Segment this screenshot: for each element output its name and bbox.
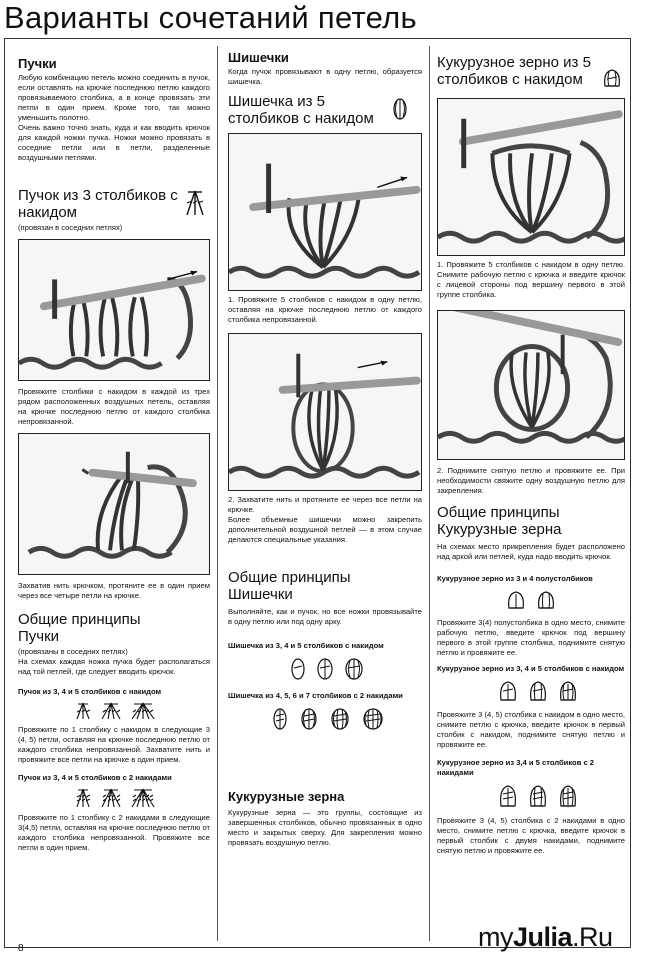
- page-number: 8: [18, 943, 24, 954]
- bobble-5dc-icon: [344, 657, 364, 681]
- figure-caption: 1. Провяжите 5 столбиков с накидом в одну петлю. Снимите рабочую петлю с крючка и введите крючок с лицевой стороны под вершину первого в этой группе столбика.: [437, 260, 625, 299]
- subsection-heading: Шишечка из 5 столбиков с накидом: [228, 93, 374, 127]
- paragraph: Провяжите 3 (4, 5) столбика с 2 накидами в одно место, снимите петлю с крючка, введите крючок в первый столбик с двумя накидами, поднимите снятую петлю и провяжите ее.: [437, 816, 625, 855]
- paragraph: Более объемные шишечки можно закрепить дополнительной воздушной петлей — в этом случае делаются специальные указания.: [228, 515, 422, 544]
- figure-caption: Захватив нить крючком, протяните ее в один прием через все четыре петли на крючке.: [18, 581, 210, 600]
- paragraph: Очень важно точно знать, куда и как вводить крючок для каждой ножки пучка. Ножки можно провязать в соседние петли или в петли, разделенные воздушными петлями.: [18, 123, 210, 162]
- bobble-4tr-icon: [272, 707, 288, 731]
- watermark-part: .Ru: [572, 922, 613, 952]
- symbol-label: Пучок из 3, 4 и 5 столбиков с накидом: [18, 687, 162, 696]
- figure-caption: 1. Провяжите 5 столбиков с накидом в одну петлю, оставляя на крючке последнюю петлю от каждого столбика непровязанной.: [228, 295, 422, 324]
- bobble-5tr-icon: [300, 707, 318, 731]
- paragraph: Провяжите 3(4) полустолбика в одно место, снимите рабочую петлю, введите крючок под вершину первого в этой группе столбика, поднимите снятую петлю и провяжите ее.: [437, 618, 625, 657]
- subsection-title-block: [228, 93, 422, 129]
- paragraph: Провяжите по 1 столбику с 2 накидами в следующие 3(4,5) петли, оставляя на крючке последнюю петлю от каждого столбика непровязанной. Провяжите все петли в один прием.: [18, 813, 210, 852]
- symbol-row: [74, 701, 210, 721]
- cluster-4dc-icon: [100, 701, 122, 721]
- symbol-label: Пучок из 3, 4 и 5 столбиков с 2 накидами: [18, 773, 172, 782]
- column-kukuruznye-zerna: [437, 50, 625, 856]
- subsection-note: (провязан в соседних петлях): [18, 223, 123, 232]
- bobble-7tr-icon: [362, 707, 384, 731]
- principles-heading-sub: Шишечки: [228, 586, 293, 603]
- popcorn-3tr-icon: [499, 784, 517, 810]
- bobble-symbol-icon: [392, 97, 408, 121]
- popcorn-symbol-icon: [603, 68, 621, 90]
- symbol-row: [499, 680, 625, 704]
- popcorn-5dc-icon: [559, 680, 577, 704]
- symbol-label: Кукурузное зерно из 3,4 и 5 столбиков с 2 накидами: [437, 758, 595, 777]
- cluster-4tr-icon: [100, 787, 122, 809]
- symbol-row: [74, 787, 210, 809]
- column-divider: [429, 46, 430, 941]
- popcorn-4dc-icon: [529, 680, 547, 704]
- site-watermark: [478, 922, 613, 953]
- popcorn-4hdc-icon: [537, 590, 555, 612]
- popcorn-4tr-icon: [529, 784, 547, 810]
- popcorn-5tr-icon: [559, 784, 577, 810]
- cluster-3dc-icon: [74, 701, 92, 721]
- bobble-6tr-icon: [330, 707, 350, 731]
- figure-caption: 2. Поднимите снятую петлю и провяжите ее. При необходимости свяжите одну воздушную петлю для закрепления.: [437, 466, 625, 495]
- paragraph: На схемах каждая ножка пучка будет располагаться над той петлей, где следует вводить крючок.: [18, 657, 210, 676]
- paragraph: Когда пучок провязывают в одну петлю, образуется шишечка.: [228, 67, 422, 86]
- illustration-cluster-step1: [18, 239, 210, 381]
- principles-heading: Общие принципы: [437, 504, 560, 521]
- section-heading-popcorn: Кукурузные зерна: [228, 789, 345, 804]
- subsection-heading: Кукурузное зерно из 5 столбиков с накидом: [437, 54, 591, 88]
- illustration-popcorn-step2: [437, 310, 625, 460]
- page-title: Варианты сочетаний петель: [4, 0, 417, 35]
- cluster-5tr-icon: [130, 787, 156, 809]
- illustration-popcorn-step1: [437, 98, 625, 256]
- subsection-title-block: [437, 54, 625, 90]
- section-heading-shishechki: Шишечки: [228, 50, 289, 65]
- symbol-row: [507, 590, 625, 612]
- cluster-5dc-icon: [130, 701, 156, 721]
- paragraph: Кукурузные зерна — это группы, состоящие из завершенных столбиков, обычно провязанных в одно место и закрытых сверху. Для закрепления можно провязать воздушную петлю.: [228, 808, 422, 847]
- subsection-title-block: [18, 187, 210, 219]
- symbol-row: [290, 657, 422, 681]
- paragraph: Провяжите по 1 столбику с накидом в следующие 3 (4, 5) петли, оставляя на крючке последнюю петлю от каждого столбика непровязанной. Захватите нить и провяжите все петли на крючке в один прием.: [18, 725, 210, 764]
- popcorn-3dc-icon: [499, 680, 517, 704]
- symbol-label: Кукурузное зерно из 3, 4 и 5 столбиков с накидом: [437, 664, 625, 673]
- column-shishechki: [228, 50, 422, 848]
- figure-caption: Провяжите столбики с накидом в каждой из трех рядом расположенных воздушных петель, оставляя на крючке последнюю петлю от каждого столбика непровязанной.: [18, 387, 210, 426]
- illustration-bobble-step2: [228, 333, 422, 491]
- watermark-part: Julia: [513, 922, 573, 952]
- column-divider: [217, 46, 218, 941]
- bobble-4dc-icon: [316, 657, 334, 681]
- subsection-note: (провязаны в соседних петлях): [18, 647, 128, 656]
- principles-heading: Общие принципы: [18, 611, 141, 628]
- symbol-row: [272, 707, 422, 731]
- symbol-label: Шишечка из 3, 4 и 5 столбиков с накидом: [228, 641, 384, 650]
- paragraph: Любую комбинацию петель можно соединить в пучок, если оставлять на крючке последнюю петлю каждого провязываемого столбика, а в конце провязать эти петли в один прием. Кроме того, так можно уменьшить полотно.: [18, 73, 210, 122]
- watermark-part: my: [478, 922, 513, 952]
- symbol-label: Шишечка из 4, 5, 6 и 7 столбиков с 2 накидами: [228, 691, 403, 700]
- column-puchki: [18, 50, 210, 853]
- illustration-bobble-step1: [228, 133, 422, 291]
- symbol-row: [499, 784, 625, 810]
- principles-heading: Общие принципы: [228, 569, 351, 586]
- bobble-3dc-icon: [290, 657, 306, 681]
- principles-heading-sub: Кукурузные зерна: [437, 521, 562, 538]
- popcorn-3hdc-icon: [507, 590, 525, 612]
- figure-caption: 2. Захватите нить и протяните ее через все петли на крючке.: [228, 495, 422, 514]
- subsection-heading: Пучок из 3 столбиков с накидом: [18, 187, 178, 221]
- symbol-label: Кукурузное зерно из 3 и 4 полустолбиков: [437, 574, 593, 583]
- illustration-cluster-step2: [18, 433, 210, 575]
- section-heading-puchki: Пучки: [18, 56, 57, 71]
- principles-heading-sub: Пучки: [18, 628, 60, 645]
- paragraph: На схемах место прикрепления будет расположено над аркой или петлей, куда надо вводить крючок.: [437, 542, 625, 561]
- paragraph: Провяжите 3 (4, 5) столбика с накидом в одно место, снимите петлю с крючка, введите крючок в первый столбик с накидом, поднимите снятую петлю и провяжите ее.: [437, 710, 625, 749]
- paragraph: Выполняйте, как и пучок, но все ножки провязывайте в одну петлю или под одну арку.: [228, 607, 422, 626]
- cluster-3tr-icon: [74, 787, 92, 809]
- cluster-symbol-icon: [184, 189, 206, 217]
